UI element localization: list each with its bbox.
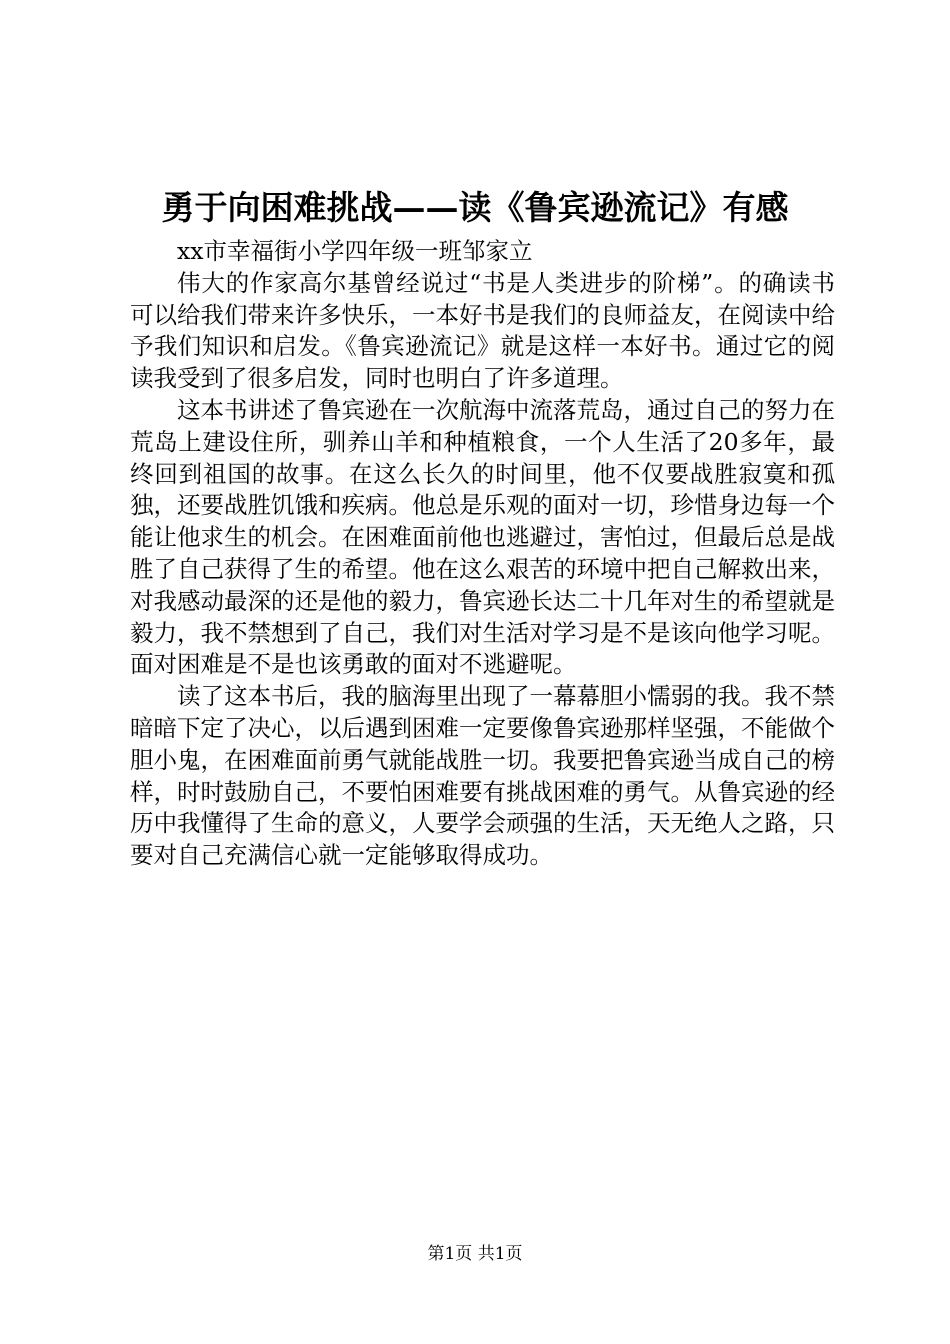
page-footer: 第1页 共1页 <box>427 1244 523 1264</box>
document-body <box>130 236 835 872</box>
author-line: xx市幸福街小学四年级一班邹家立 <box>177 237 533 265</box>
paragraph-3: 读了这本书后，我的脑海里出现了一幕幕胆小懦弱的我。我不禁暗暗下定了决心，以后遇到困难一定要像鲁宾逊那样坚强，不能做个胆小鬼，在困难面前勇气就能战胜一切。我要把鲁宾逊当成自己的榜样，时时鼓励自己，不要怕困难要有挑战困难的勇气。从鲁宾逊的经历中我懂得了生命的意义，人要学会顽强的生活，天无绝人之路，只要对自己充满信心就一定能够取得成功。 <box>130 682 835 870</box>
paragraph-1: 伟大的作家高尔基曾经说过“书是人类进步的阶梯”。的确读书可以给我们带来许多快乐，一本好书是我们的良师益友，在阅读中给予我们知识和启发。《鲁宾逊流记》就是这样一本好书。通过它的阅读我受到了很多启发，同时也明白了许多道理。 <box>130 268 835 393</box>
document-title: 勇于向困难挑战——读《鲁宾逊流记》有感 <box>161 188 789 227</box>
paragraph-2: 这本书讲述了鲁宾逊在一次航海中流落荒岛，通过自己的努力在荒岛上建设住所，驯养山羊和种植粮食，一个人生活了20多年，最终回到祖国的故事。在这么长久的时间里，他不仅要战胜寂寞和孤独，还要战胜饥饿和疾病。他总是乐观的面对一切，珍惜身边每一个能让他求生的机会。在困难面前他也逃避过，害怕过，但最后总是战胜了自己获得了生的希望。他在这么艰苦的环境中把自己解救出来，对我感动最深的还是他的毅力，鲁宾逊长达二十几年对生的希望就是毅力，我不禁想到了自己，我们对生活对学习是不是该向他学习呢。面对困难是不是也该勇敢的面对不逃避呢。 <box>130 395 835 679</box>
